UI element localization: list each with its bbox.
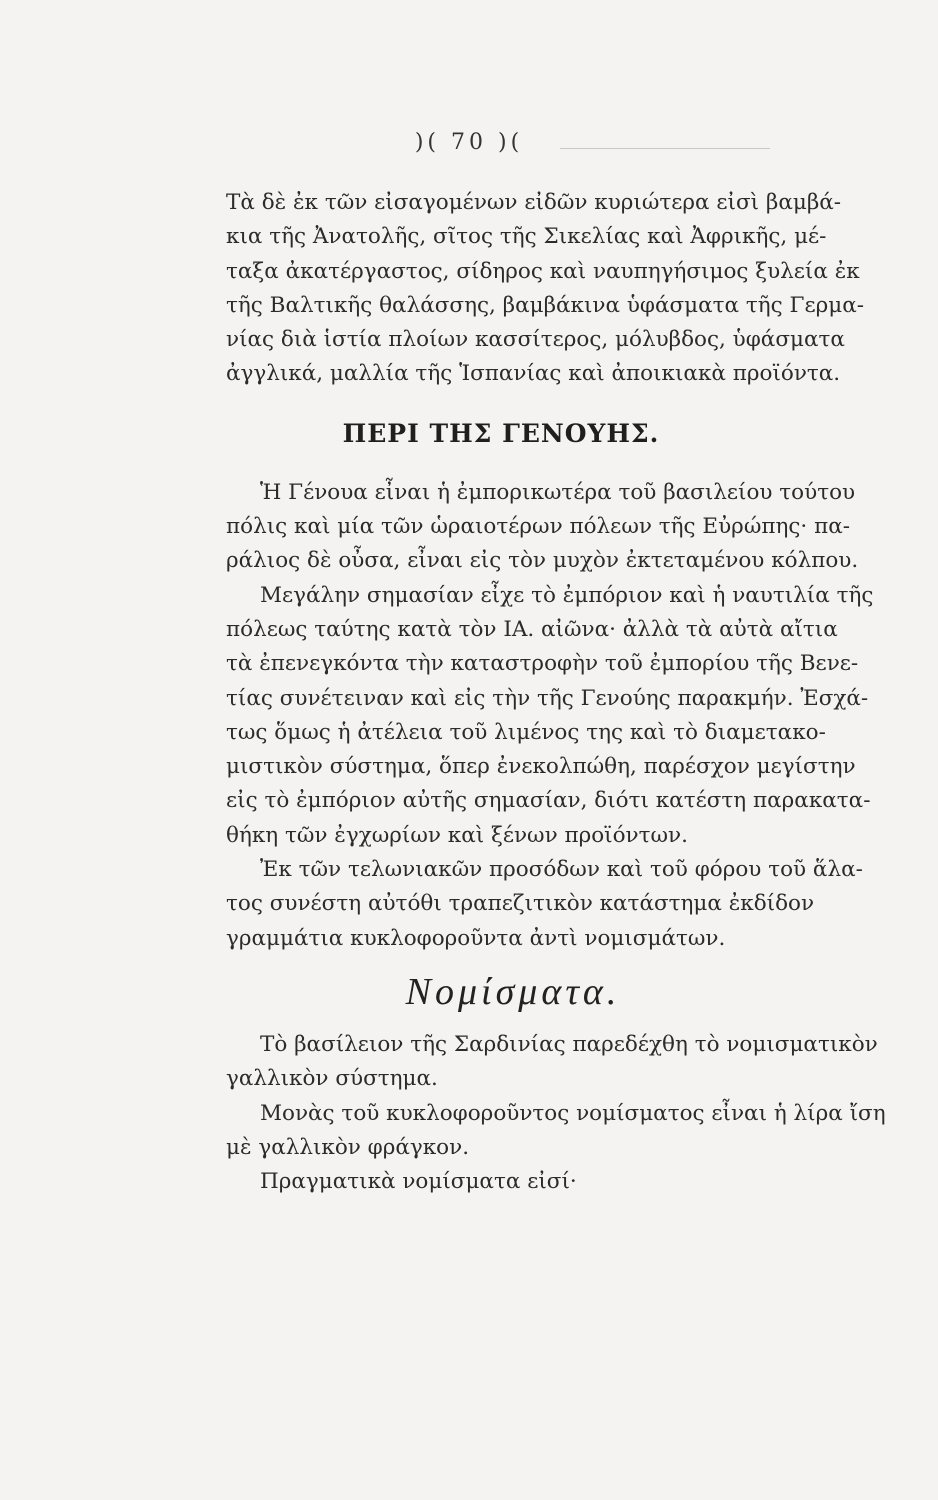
header-rule: [560, 148, 770, 149]
section-heading: ΠΕΡΙ ΤΗΣ ΓΕΝΟΥΗΣ.: [342, 418, 660, 448]
text-line: κια τῆς Ἀνατολῆς, σῖτος τῆς Σικελίας καὶ Ἀφρικῆς, μέ-: [226, 224, 827, 250]
intro-paragraph: [226, 186, 864, 392]
text-line: μιστικὸν σύστημα, ὅπερ ἐνεκολπώθη, παρέσχον μεγίστην: [226, 754, 856, 780]
text-line: γραμμάτια κυκλοφοροῦντα ἀντὶ νομισμάτων.: [226, 925, 726, 951]
text-line: θήκη τῶν ἐγχωρίων καὶ ξένων προϊόντων.: [226, 822, 688, 848]
text-line: Τὰ δὲ ἐκ τῶν εἰσαγομένων εἰδῶν κυριώτερα εἰσὶ βαμβά-: [226, 190, 842, 215]
text-line: μὲ γαλλικὸν φράγκον.: [226, 1134, 470, 1160]
text-line: ἀγγλικά, μαλλία τῆς Ἱσπανίας καὶ ἀποικιακὰ προϊόντα.: [226, 361, 841, 387]
text-line: τίας συνέτειναν καὶ εἰς τὴν τῆς Γενούης παρακμήν. Ἐσχά-: [226, 685, 869, 711]
text-line: εἰς τὸ ἐμπόριον αὐτῆς σημασίαν, διότι κατέστη παρακατα-: [226, 788, 871, 814]
text-line: γαλλικὸν σύστημα.: [226, 1066, 438, 1092]
text-line: Μονὰς τοῦ κυκλοφοροῦντος νομίσματος εἶναι ἡ λίρα ἴση: [260, 1100, 886, 1126]
text-line: τῆς Βαλτικῆς θαλάσσης, βαμβάκινα ὑφάσματα τῆς Γερμα-: [226, 292, 864, 318]
text-line: τος συνέστη αὐτόθι τραπεζιτικὸν κατάστημα ἐκδίδον: [226, 891, 815, 917]
text-line: Πραγματικὰ νομίσματα εἰσί·: [260, 1169, 577, 1195]
coins-paragraph-3: [226, 1165, 794, 1199]
text-line: τὰ ἐπενεγκόντα τὴν καταστροφὴν τοῦ ἐμπορίου τῆς Βενε-: [226, 651, 859, 677]
page-body: [226, 186, 886, 1199]
text-line: πόλις καὶ μία τῶν ὡραιοτέρων πόλεων τῆς Εὐρώπης· πα-: [226, 514, 850, 540]
text-line: τως ὅμως ἡ ἀτέλεια τοῦ λιμένος της καὶ τὸ διαμετακο-: [226, 719, 826, 745]
text-line: Ἐκ τῶν τελωνιακῶν προσόδων καὶ τοῦ φόρου τοῦ ἅλα-: [260, 857, 863, 883]
genoa-paragraph-3: [226, 853, 863, 956]
text-line: πόλεως ταύτης κατὰ τὸν ΙΑ. αἰῶνα· ἀλλὰ τὰ αὐτὰ αἴτια: [226, 616, 838, 642]
text-line: ράλιος δὲ οὖσα, εἶναι εἰς τὸν μυχὸν ἐκτεταμένου κόλπου.: [226, 548, 859, 574]
text-line: ταξα ἀκατέργαστος, σίδηρος καὶ ναυπηγήσιμος ξυλεία ἐκ: [226, 258, 860, 284]
page-header: )( 70 )(: [414, 130, 524, 155]
text-line: νίας διὰ ἱστία πλοίων κασσίτερος, μόλυβδος, ὑφάσματα: [226, 327, 845, 353]
coins-paragraph-2: [226, 1097, 886, 1166]
coins-paragraph-1: [226, 1028, 878, 1097]
text-line: Μεγάλην σημασίαν εἶχε τὸ ἐμπόριον καὶ ἡ ναυτιλία τῆς: [260, 582, 874, 608]
text-line: Ἡ Γένουα εἶναι ἡ ἐμπορικωτέρα τοῦ βασιλείου τούτου: [260, 479, 856, 505]
coins-heading: Νομίσματα.: [405, 970, 621, 1013]
genoa-paragraph-2: [226, 579, 874, 853]
text-line: Τὸ βασίλειον τῆς Σαρδινίας παρεδέχθη τὸ νομισματικὸν: [260, 1031, 878, 1057]
genoa-paragraph-1: [226, 476, 859, 579]
